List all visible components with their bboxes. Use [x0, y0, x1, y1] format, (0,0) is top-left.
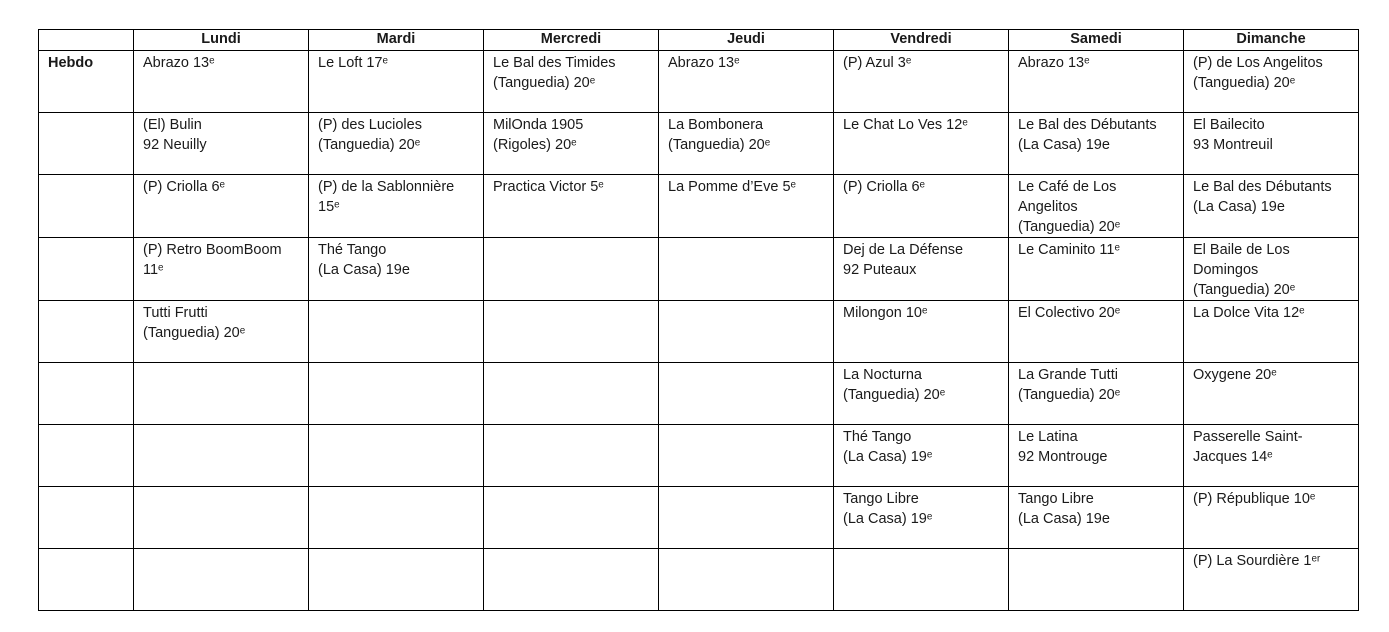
venue-entry — [1009, 549, 1183, 551]
venue-entry: Le Chat Lo Ves 12ᵉ — [843, 117, 968, 133]
venue-entry: Abrazo 13ᵉ — [1018, 55, 1090, 71]
table-cell-mercredi — [484, 238, 659, 301]
row-label: Hebdo — [48, 55, 94, 71]
venue-entry: La Grande Tutti (Tanguedia) 20ᵉ — [1018, 367, 1121, 403]
table-cell-dimanche — [1184, 363, 1359, 425]
table-cell-jeudi — [659, 487, 834, 549]
table-cell-mardi — [309, 363, 484, 425]
venue-entry — [484, 238, 658, 240]
venue-entry — [659, 549, 833, 551]
row-label-cell — [39, 549, 134, 611]
table-row — [39, 363, 1359, 425]
venue-entry: Le Bal des Débutants (La Casa) 19e — [1018, 117, 1157, 153]
venue-entry: Thé Tango (La Casa) 19e — [318, 242, 410, 278]
table-cell-mardi — [309, 113, 484, 175]
table-cell-dimanche — [1184, 425, 1359, 487]
row-label-cell — [39, 425, 134, 487]
table-row — [39, 175, 1359, 238]
table-cell-mercredi — [484, 113, 659, 175]
header-cell-jeudi: Jeudi — [659, 30, 834, 51]
venue-entry — [484, 425, 658, 427]
table-cell-mardi — [309, 51, 484, 113]
venue-entry: Tango Libre (La Casa) 19ᵉ — [843, 491, 933, 527]
venue-entry — [134, 425, 308, 427]
venue-entry — [309, 301, 483, 303]
row-label — [39, 425, 133, 427]
table-cell-jeudi — [659, 113, 834, 175]
table-cell-jeudi — [659, 51, 834, 113]
row-label-cell — [39, 363, 134, 425]
venue-entry: (El) Bulin 92 Neuilly — [143, 117, 207, 153]
table-cell-dimanche — [1184, 549, 1359, 611]
table-cell-mardi — [309, 549, 484, 611]
table-body — [39, 51, 1359, 611]
table-row — [39, 549, 1359, 611]
table-cell-samedi — [1009, 363, 1184, 425]
table-cell-lundi — [134, 363, 309, 425]
venue-entry: Passerelle Saint- Jacques 14ᵉ — [1193, 429, 1303, 465]
header-cell-vendredi: Vendredi — [834, 30, 1009, 51]
table-row — [39, 51, 1359, 113]
table-cell-mercredi — [484, 425, 659, 487]
table-cell-vendredi — [834, 175, 1009, 238]
table-cell-lundi — [134, 175, 309, 238]
row-label-cell — [39, 175, 134, 238]
table-cell-jeudi — [659, 301, 834, 363]
venue-entry — [134, 487, 308, 489]
table-cell-mercredi — [484, 301, 659, 363]
venue-entry: Le Latina 92 Montrouge — [1018, 429, 1108, 465]
venue-entry: Tango Libre (La Casa) 19e — [1018, 491, 1110, 527]
venue-entry: (P) de la Sablonnière 15ᵉ — [318, 179, 455, 215]
table-cell-jeudi — [659, 238, 834, 301]
table-cell-vendredi — [834, 238, 1009, 301]
venue-entry: Le Bal des Timides (Tanguedia) 20ᵉ — [493, 55, 616, 91]
table-cell-samedi — [1009, 301, 1184, 363]
venue-entry: El Bailecito 93 Montreuil — [1193, 117, 1273, 153]
venue-entry: (P) Criolla 6ᵉ — [843, 179, 925, 195]
header-cell-samedi: Samedi — [1009, 30, 1184, 51]
table-cell-lundi — [134, 487, 309, 549]
venue-entry: La Bombonera (Tanguedia) 20ᵉ — [668, 117, 771, 153]
venue-entry — [309, 549, 483, 551]
venue-entry — [309, 425, 483, 427]
table-cell-lundi — [134, 238, 309, 301]
table-cell-mercredi — [484, 549, 659, 611]
table-cell-lundi — [134, 113, 309, 175]
table-cell-samedi — [1009, 51, 1184, 113]
venue-entry — [834, 549, 1008, 551]
table-cell-vendredi — [834, 51, 1009, 113]
venue-entry: Tutti Frutti (Tanguedia) 20ᵉ — [143, 305, 246, 341]
row-label-cell — [39, 113, 134, 175]
venue-entry: (P) Criolla 6ᵉ — [143, 179, 225, 195]
venue-entry — [659, 487, 833, 489]
table-cell-samedi — [1009, 113, 1184, 175]
table-cell-jeudi — [659, 549, 834, 611]
venue-entry: Milongon 10ᵉ — [843, 305, 928, 321]
header-cell-corner — [39, 30, 134, 51]
venue-entry: (P) Azul 3ᵉ — [843, 55, 912, 71]
table-cell-mardi — [309, 301, 484, 363]
header-row — [39, 30, 1359, 51]
header-cell-dimanche: Dimanche — [1184, 30, 1359, 51]
venue-entry: (P) République 10ᵉ — [1193, 491, 1316, 507]
table-cell-mardi — [309, 238, 484, 301]
venue-entry: Oxygene 20ᵉ — [1193, 367, 1277, 383]
table-row — [39, 487, 1359, 549]
table-row — [39, 301, 1359, 363]
venue-entry — [484, 363, 658, 365]
table-cell-samedi — [1009, 238, 1184, 301]
row-label-cell — [39, 238, 134, 301]
venue-entry — [484, 301, 658, 303]
table-cell-jeudi — [659, 363, 834, 425]
table-cell-vendredi — [834, 363, 1009, 425]
venue-entry: La Nocturna (Tanguedia) 20ᵉ — [843, 367, 946, 403]
table-cell-vendredi — [834, 549, 1009, 611]
row-label — [39, 549, 133, 551]
table-cell-dimanche — [1184, 175, 1359, 238]
venue-entry: El Colectivo 20ᵉ — [1018, 305, 1121, 321]
venue-entry — [659, 301, 833, 303]
table-cell-vendredi — [834, 425, 1009, 487]
table-cell-vendredi — [834, 113, 1009, 175]
table-cell-mercredi — [484, 175, 659, 238]
venue-entry — [659, 425, 833, 427]
table-row — [39, 238, 1359, 301]
table-row — [39, 113, 1359, 175]
table-cell-mardi — [309, 425, 484, 487]
table-cell-mercredi — [484, 363, 659, 425]
table-header — [39, 30, 1359, 51]
venue-entry: (P) Retro BoomBoom 11ᵉ — [143, 242, 282, 278]
venue-entry: Practica Victor 5ᵉ — [493, 179, 604, 195]
schedule-table — [38, 29, 1359, 611]
row-label-cell — [39, 301, 134, 363]
table-cell-mercredi — [484, 487, 659, 549]
venue-entry: Le Caminito 11ᵉ — [1018, 242, 1120, 258]
table-cell-dimanche — [1184, 51, 1359, 113]
table-cell-lundi — [134, 549, 309, 611]
table-cell-samedi — [1009, 175, 1184, 238]
table-cell-dimanche — [1184, 301, 1359, 363]
venue-entry: Abrazo 13ᵉ — [668, 55, 740, 71]
venue-entry: Le Café de Los Angelitos (Tanguedia) 20ᵉ — [1018, 179, 1121, 235]
venue-entry — [134, 549, 308, 551]
venue-entry: Dej de La Défense 92 Puteaux — [843, 242, 964, 278]
row-label-cell — [39, 487, 134, 549]
table-cell-jeudi — [659, 175, 834, 238]
header-cell-lundi: Lundi — [134, 30, 309, 51]
table-cell-mercredi — [484, 51, 659, 113]
row-label-cell — [39, 51, 134, 113]
venue-entry: Le Bal des Débutants (La Casa) 19e — [1193, 179, 1332, 215]
venue-entry: Le Loft 17ᵉ — [318, 55, 388, 71]
venue-entry: Thé Tango (La Casa) 19ᵉ — [843, 429, 933, 465]
venue-entry: La Pomme d’Eve 5ᵉ — [668, 179, 796, 195]
venue-entry: (P) de Los Angelitos (Tanguedia) 20ᵉ — [1193, 55, 1323, 91]
venue-entry — [484, 487, 658, 489]
row-label — [39, 487, 133, 489]
table-cell-lundi — [134, 51, 309, 113]
header-cell-mercredi: Mercredi — [484, 30, 659, 51]
table-row — [39, 425, 1359, 487]
venue-entry — [309, 487, 483, 489]
venue-entry: La Dolce Vita 12ᵉ — [1193, 305, 1305, 321]
row-label — [39, 238, 133, 240]
table-cell-samedi — [1009, 425, 1184, 487]
table-cell-vendredi — [834, 301, 1009, 363]
row-label — [39, 363, 133, 365]
row-label — [39, 301, 133, 303]
venue-entry — [484, 549, 658, 551]
venue-entry — [659, 238, 833, 240]
table-cell-dimanche — [1184, 113, 1359, 175]
venue-entry: Abrazo 13ᵉ — [143, 55, 215, 71]
table-cell-vendredi — [834, 487, 1009, 549]
venue-entry — [659, 363, 833, 365]
table-cell-dimanche — [1184, 238, 1359, 301]
table-cell-lundi — [134, 301, 309, 363]
venue-entry — [134, 363, 308, 365]
table-cell-samedi — [1009, 487, 1184, 549]
venue-entry: El Baile de Los Domingos (Tanguedia) 20ᵉ — [1193, 242, 1296, 298]
header-cell-mardi: Mardi — [309, 30, 484, 51]
venue-entry: (P) des Lucioles (Tanguedia) 20ᵉ — [318, 117, 422, 153]
row-label — [39, 113, 133, 115]
venue-entry: MilOnda 1905 (Rigoles) 20ᵉ — [493, 117, 584, 153]
venue-entry: (P) La Sourdière 1ᵉʳ — [1193, 553, 1321, 569]
table-cell-jeudi — [659, 425, 834, 487]
table-cell-lundi — [134, 425, 309, 487]
table-cell-mardi — [309, 487, 484, 549]
table-cell-mardi — [309, 175, 484, 238]
table-cell-samedi — [1009, 549, 1184, 611]
venue-entry — [309, 363, 483, 365]
table-cell-dimanche — [1184, 487, 1359, 549]
row-label — [39, 175, 133, 177]
